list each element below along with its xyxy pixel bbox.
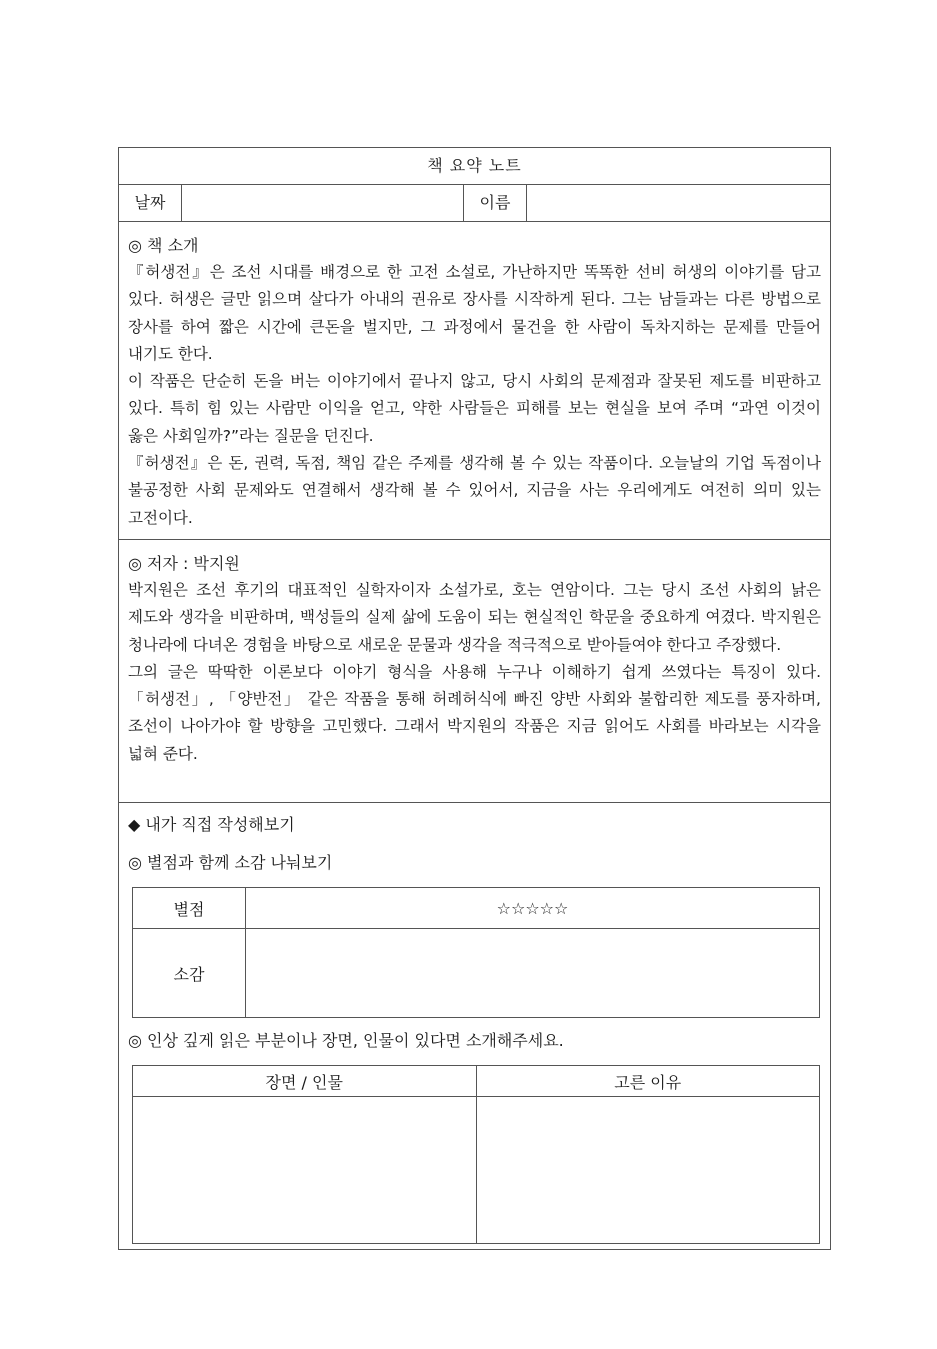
scene-question: ◎ 인상 깊게 읽은 부분이나 장면, 인물이 있다면 소개해주세요. [128, 1031, 564, 1050]
date-label: 날짜 [119, 185, 182, 221]
name-field[interactable] [527, 185, 830, 221]
author-paragraph: 박지원은 조선 후기의 대표적인 실학자이자 소설가로, 호는 연암이다. 그는 당시 조선 사회의 낡은 제도와 생각을 비판하며, 백성들의 실제 삶에 도움이 되는 현실적인 학문을 중요하게 여겼다. 박지원은 청나라에 다녀온 경험을 바탕으로 새로운 문물과 생각을 적극적으로 받아들여야 한다고 주장했다. [128, 581, 821, 654]
intro-paragraph: 이 작품은 단순히 돈을 버는 이야기에서 끝나지 않고, 당시 사회의 문제점과 잘못된 제도를 비판하고 있다. 특히 힘 있는 사람만 이익을 얻고, 약한 사람들은 피해를 보는 현실을 보여 주며 “과연 이것이 옳은 사회일까?”라는 질문을 던진다. [128, 372, 821, 445]
my-writing-section [119, 803, 830, 1249]
book-intro-section [119, 222, 830, 540]
star-rating[interactable]: ☆☆☆☆☆ [246, 888, 820, 929]
my-writing-heading: ◆ 내가 직접 작성해보기 [128, 815, 295, 834]
scene-field[interactable] [133, 1097, 477, 1244]
impression-label: 소감 [133, 929, 246, 1018]
summary-note-sheet [118, 147, 831, 1250]
rating-heading: ◎ 별점과 함께 소감 나눠보기 [128, 853, 333, 872]
book-intro-heading: ◎ 책 소개 [128, 236, 199, 255]
rating-table [132, 887, 820, 1018]
author-paragraph: 그의 글은 딱딱한 이론보다 이야기 형식을 사용해 누구나 이해하기 쉽게 쓰였다는 특징이 있다. 「허생전」, 「양반전」 같은 작품을 통해 허례허식에 빠진 양반 사회와 불합리한 제도를 풍자하며, 조선이 나아가야 할 방향을 고민했다. 그래서 박지원의 작품은 지금 읽어도 사회를 바라보는 시각을 넓혀 준다. [128, 662, 821, 763]
intro-paragraph: 『허생전』은 조선 시대를 배경으로 한 고전 소설로, 가난하지만 똑똑한 선비 허생의 이야기를 담고 있다. 허생은 글만 읽으며 살다가 아내의 권유로 장사를 시작하게 된다. 그는 남들과는 다른 방법으로 장사를 하여 짧은 시간에 큰돈을 벌지만, 그 과정에서 물건을 한 사람이 독차지하는 문제를 만들어 내기도 한다. [128, 263, 821, 363]
reason-field[interactable] [476, 1097, 820, 1244]
impression-field[interactable] [246, 929, 820, 1018]
page-title: 책 요약 노트 [119, 148, 830, 185]
info-row [119, 185, 830, 222]
scene-column-header: 장면 / 인물 [133, 1066, 477, 1097]
date-field[interactable] [182, 185, 464, 221]
author-heading: ◎ 저자 : 박지원 [128, 554, 240, 573]
scene-table [132, 1065, 820, 1244]
author-section [119, 540, 830, 803]
reason-column-header: 고른 이유 [476, 1066, 820, 1097]
intro-paragraph: 『허생전』은 돈, 권력, 독점, 책임 같은 주제를 생각해 볼 수 있는 작품이다. 오늘날의 기업 독점이나 불공정한 사회 문제와도 연결해서 생각해 볼 수 있어서, 지금을 사는 우리에게도 여전히 의미 있는 고전이다. [128, 454, 821, 527]
rating-label: 별점 [133, 888, 246, 929]
name-label: 이름 [464, 185, 527, 221]
